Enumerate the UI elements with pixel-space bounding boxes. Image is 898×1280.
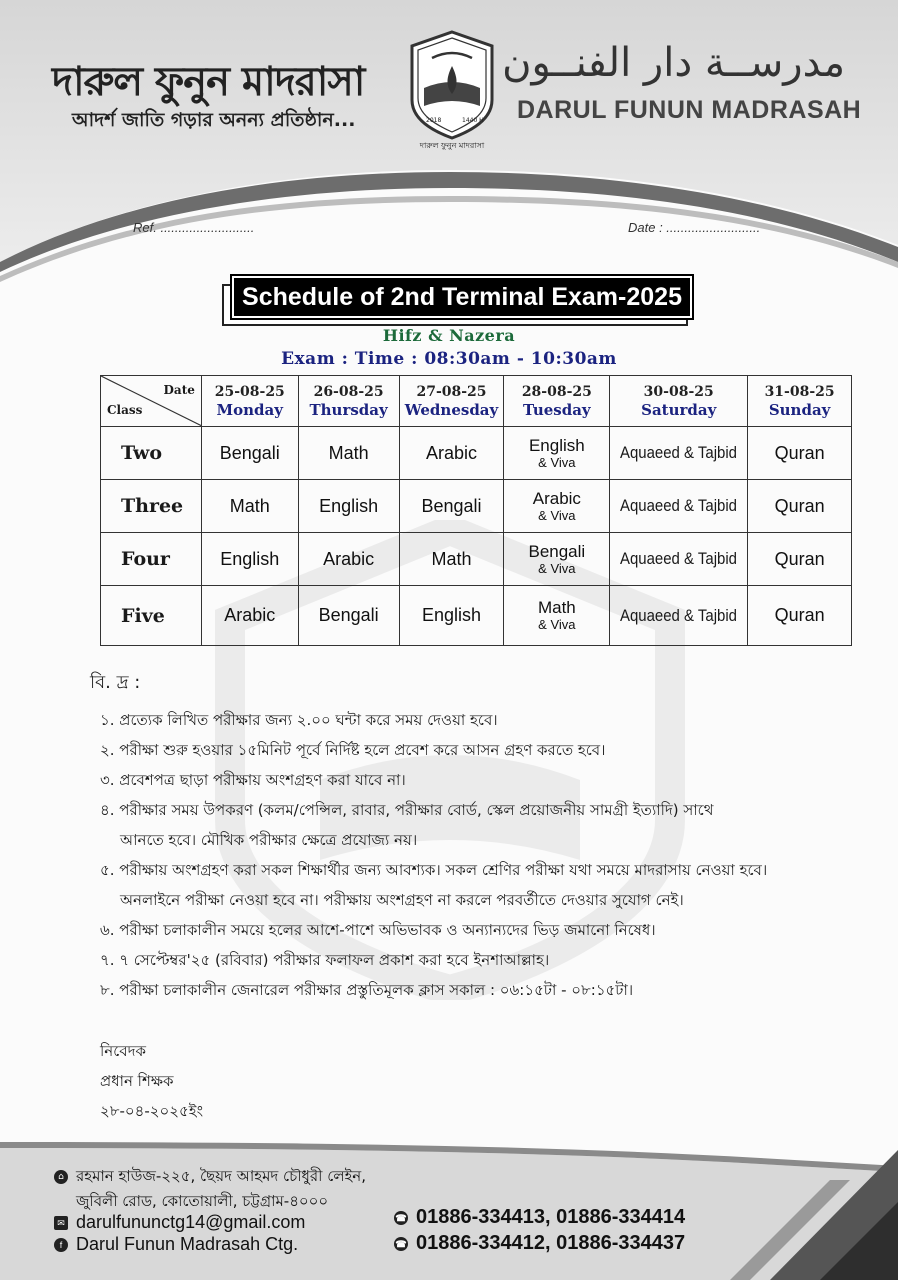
column-day: Tuesday	[523, 401, 591, 419]
madrasah-tagline: আদর্শ জাতি গড়ার অনন্য প্রতিষ্ঠান...	[72, 109, 356, 131]
subject: Aquaeed & Tajbid	[620, 605, 738, 625]
subject: Bengali	[528, 541, 586, 561]
column-header	[504, 376, 610, 427]
logo-year-left: 2018	[426, 117, 442, 124]
subject-cell	[610, 427, 748, 480]
note-item: ৬. পরীক্ষা চলাকালীন সময়ে হলের আশে-পাশে অভিভাবক ও অন্যান্যদের ভিড় জমানো নিষেধ।	[100, 921, 656, 939]
note-item: ৭. ৭ সেপ্টেম্বর'২৫ (রবিবার) পরীক্ষার ফলাফল প্রকাশ করা হবে ইনশাআল্লাহ।	[100, 951, 550, 969]
table-row	[101, 427, 852, 480]
logo-caption: দারুল ফুনুন মাদরাসা	[419, 141, 485, 150]
subject: English	[528, 435, 585, 455]
address-text: রহমান হাউজ-২২৫, ছৈয়দ আহমদ চৌধুরী লেইন,	[76, 1167, 367, 1185]
subject-cell: Math	[298, 427, 399, 480]
column-header	[610, 376, 748, 427]
note-item-continued: অনলাইনে পরীক্ষা নেওয়া হবে না। পরীক্ষায় অংশগ্রহণ না করলে পরবর্তীতে দেওয়ার সুযোগ নেই।	[120, 891, 684, 909]
note-item: ৪. পরীক্ষার সময় উপকরণ (কলম/পেন্সিল, রাবার, পরীক্ষার বোর্ড, স্কেল প্রয়োজনীয় সামগ্রী ইত্যাদি) সাথে	[100, 801, 714, 819]
subject-cell	[610, 533, 748, 586]
signature-designation: প্রধান শিক্ষক	[100, 1072, 174, 1090]
class-name: Five	[101, 586, 202, 646]
table-row	[101, 480, 852, 533]
corner-class-label: Class	[107, 403, 143, 417]
subject: Aquaeed & Tajbid	[620, 496, 738, 515]
column-date: 31-08-25	[764, 384, 835, 400]
viva-label: & Viva	[538, 454, 576, 470]
column-header	[748, 376, 852, 427]
phone-icon: ☎	[395, 1212, 407, 1223]
column-day: Thursday	[309, 401, 388, 419]
column-date: 25-08-25	[214, 384, 285, 400]
footer-email	[54, 1212, 305, 1233]
email-text: darulfununctg14@gmail.com	[76, 1212, 306, 1232]
ref-field: Ref. ..........................	[133, 220, 255, 235]
signature-date: ২৮-০৪-২০২৫ইং	[100, 1102, 204, 1120]
signature-submitted-by: নিবেদক	[100, 1042, 146, 1060]
note-item: ৩. প্রবেশপত্র ছাড়া পরীক্ষায় অংশগ্রহণ করা যাবে না।	[100, 771, 406, 789]
facebook-icon: f	[54, 1238, 68, 1252]
column-day: Saturday	[641, 401, 717, 419]
subject-cell-viva	[504, 586, 610, 646]
table-corner-cell	[101, 376, 202, 427]
subject-cell: English	[201, 533, 298, 586]
column-header	[399, 376, 504, 427]
footer-facebook	[54, 1234, 298, 1255]
column-day: Wednesday	[404, 401, 499, 419]
class-name: Three	[101, 480, 202, 533]
subject-cell: Bengali	[399, 480, 504, 533]
note-item: ১. প্রত্যেক লিখিত পরীক্ষার জন্য ২.০০ ঘন্টা করে সময় দেওয়া হবে।	[100, 711, 498, 729]
subject-cell: Quran	[748, 586, 852, 646]
phone-icon: ☎	[395, 1238, 407, 1249]
note-item: ২. পরীক্ষা শুরু হওয়ার ১৫মিনিট পূর্বে নির্দিষ্ট হলে প্রবেশ করে আসন গ্রহণ করতে হবে।	[100, 741, 606, 759]
madrasah-name-bengali: দারুল ফুনুন মাদরাসা	[52, 59, 365, 105]
corner-date-label: Date	[163, 383, 195, 397]
note-item: ৫. পরীক্ষায় অংশগ্রহণ করা সকল শিক্ষার্থীর জন্য আবশ্যক। সকল শ্রেণির পরীক্ষা যথা সময়ে মাদরাসায় নেওয়া হবে।	[100, 861, 768, 879]
exam-schedule-table	[100, 375, 852, 646]
subject-cell: Quran	[748, 480, 852, 533]
subject-cell: Arabic	[399, 427, 504, 480]
subject: Arabic	[532, 488, 581, 508]
email-icon: ✉	[54, 1216, 68, 1230]
class-name: Two	[101, 427, 202, 480]
subject-cell	[610, 586, 748, 646]
table-row	[101, 586, 852, 646]
subject-cell-viva	[504, 533, 610, 586]
class-name: Four	[101, 533, 202, 586]
phone-text: 01886-334413, 01886-334414	[416, 1206, 686, 1228]
viva-label: & Viva	[538, 507, 576, 523]
subject-cell-viva	[504, 480, 610, 533]
footer-phones-2	[394, 1232, 685, 1255]
viva-label: & Viva	[538, 617, 576, 632]
subject-cell: Quran	[748, 533, 852, 586]
subject-cell: Arabic	[298, 533, 399, 586]
subtitle: Hifz & Nazera	[382, 326, 516, 345]
subject-cell: Arabic	[201, 586, 298, 646]
column-date: 26-08-25	[313, 384, 384, 400]
madrasah-name-arabic: مدرســة دار الفنــون	[502, 40, 845, 86]
column-header	[298, 376, 399, 427]
subject: Aquaeed & Tajbid	[620, 549, 738, 568]
column-date: 27-08-25	[416, 384, 487, 400]
column-date: 30-08-25	[643, 384, 714, 400]
date-field: Date : ..........................	[628, 220, 761, 235]
home-icon: ⌂	[54, 1170, 68, 1184]
subject-cell: English	[399, 586, 504, 646]
facebook-text: Darul Funun Madrasah Ctg.	[76, 1234, 299, 1254]
footer-phones-1	[394, 1206, 685, 1229]
subject-cell-viva	[504, 427, 610, 480]
subject: Aquaeed & Tajbid	[620, 443, 738, 462]
notes-list	[100, 705, 870, 1005]
viva-label: & Viva	[538, 560, 576, 576]
note-item: ৮. পরীক্ষা চলাকালীন জেনারেল পরীক্ষার প্রস্তুতিমূলক ক্লাস সকাল : ০৬:১৫টা - ০৮:১৫টা।	[100, 981, 634, 999]
madrasah-name-english: DARUL FUNUN MADRASAH	[517, 96, 862, 124]
madrasah-logo	[402, 26, 502, 152]
exam-time: Exam : Time : 08:30am - 10:30am	[281, 349, 617, 369]
subject-cell: Math	[201, 480, 298, 533]
footer-address-line2: জুবিলী রোড, কোতোয়ালী, চট্টগ্রাম-৪০০০	[76, 1192, 329, 1210]
logo-year-right: 1440 H	[462, 117, 484, 124]
page-title: Schedule of 2nd Terminal Exam-2025	[232, 276, 692, 318]
table-row	[101, 533, 852, 586]
subject-cell: English	[298, 480, 399, 533]
column-day: Monday	[216, 401, 283, 419]
column-day: Sunday	[768, 401, 831, 419]
footer-address-line1	[54, 1165, 366, 1190]
subject-cell	[610, 480, 748, 533]
notes-heading: বি. দ্র :	[90, 672, 141, 693]
subject: Math	[537, 598, 576, 617]
subject-cell: Bengali	[201, 427, 298, 480]
subject-cell: Math	[399, 533, 504, 586]
column-header	[201, 376, 298, 427]
subject-cell: Bengali	[298, 586, 399, 646]
subject-cell: Quran	[748, 427, 852, 480]
table-header-row	[101, 376, 852, 427]
phone-text: 01886-334412, 01886-334437	[416, 1232, 686, 1254]
column-date: 28-08-25	[521, 384, 592, 400]
note-item-continued: আনতে হবে। মৌখিক পরীক্ষার ক্ষেত্রে প্রযোজ্য নয়।	[120, 831, 418, 849]
